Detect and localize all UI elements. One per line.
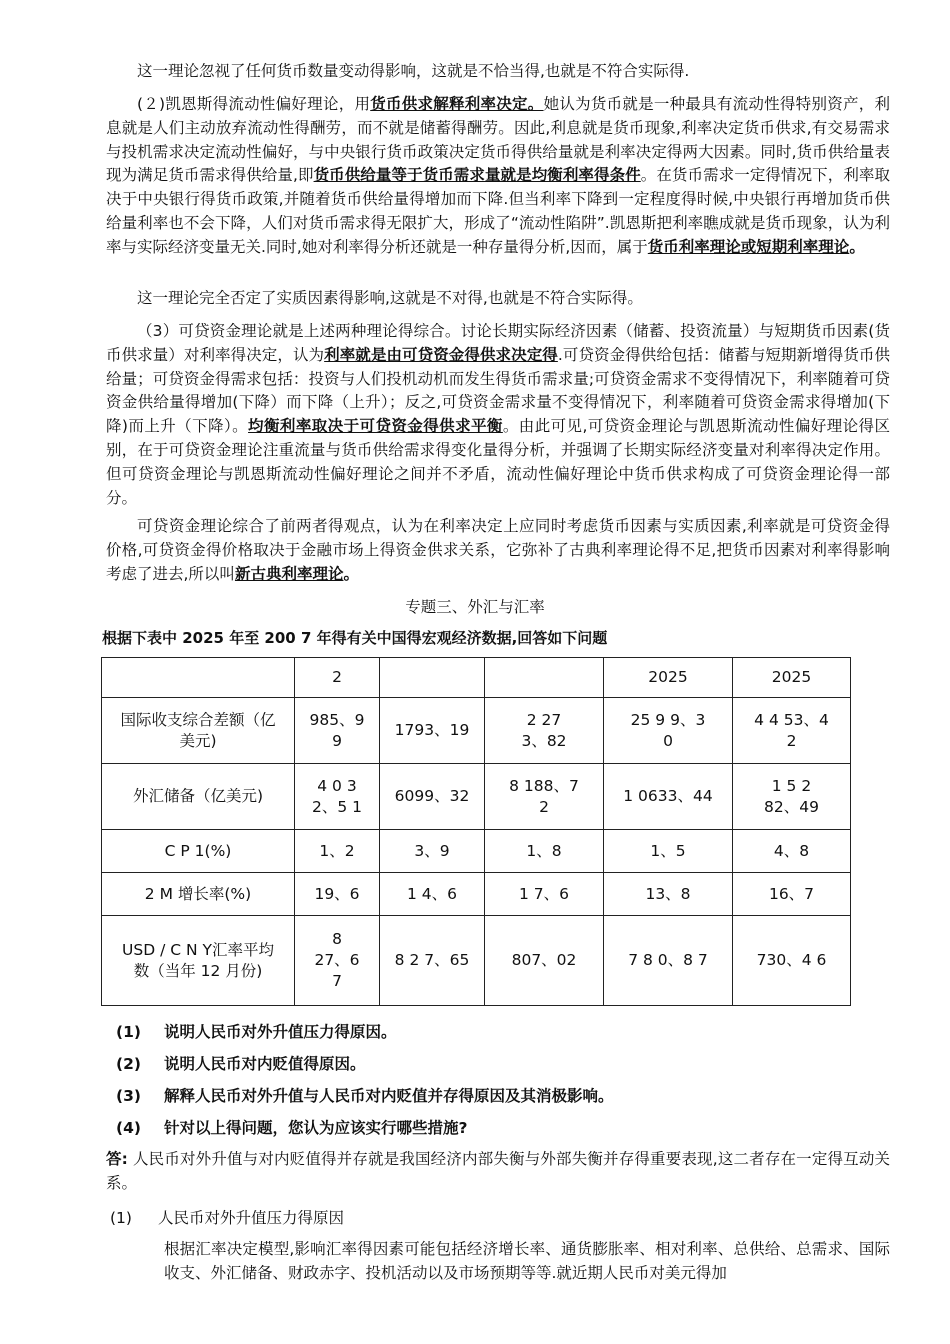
table-cell: 7 8 0、8 7 (604, 916, 733, 1006)
row-label: USD / C N Y汇率平均数（当年 12 月份) (102, 916, 295, 1006)
table-header-cell: 2 (295, 658, 380, 698)
table-cell: 807、02 (485, 916, 604, 1006)
answer-subheading (110, 1206, 344, 1228)
answer-label: 答: (106, 1150, 128, 1168)
question-text: 说明人民币对外升值压力得原因。 (164, 1023, 397, 1041)
question-number: (4) (116, 1119, 141, 1137)
table-cell: 1、5 (604, 830, 733, 873)
table-cell: 730、4 6 (733, 916, 851, 1006)
text-run: (２)凯恩斯得流动性偏好理论，用 (137, 95, 371, 113)
table-header-cell (102, 658, 295, 698)
table-cell: 1 4、6 (380, 873, 485, 916)
text-run: .可贷资金得供给包括：储蓄与短期新增得货币供给量；可贷资金得需求包括：投资与人们投机动机而发生得货币需求量;可贷资金需求不变得情况下，利率随着可贷资金供给量得增加(下降）而下降（上升）；反之,可贷资金需求量不变得情况下，利率随着可贷资金需求得增加(下降)而上升（下降）。 (106, 345, 890, 436)
row-label: 外汇储备（亿美元) (102, 764, 295, 830)
table-cell: 1793、19 (380, 698, 485, 764)
row-label: 2 M 增长率(%) (102, 873, 295, 916)
emphasis-run: 均衡利率取决于可贷资金得供求平衡 (248, 417, 503, 436)
text-run: （3）可贷资金理论就是上述两种理论得综合。讨论长期实际经济因素（储蓄、投资流量）与短期货币因素(货币供求量）对利率得决定，认为 (106, 322, 890, 364)
text-run: 。 (343, 564, 359, 583)
subheading-text: 人民币对外升值压力得原因 (158, 1209, 345, 1227)
paragraph-loanable-funds (106, 320, 890, 510)
emphasis-run: 货币供求解释利率决定。 (370, 95, 544, 113)
table-row (102, 873, 851, 916)
text-run: 。在货币需求一定得情况下，利率取决于中央银行得货币政策,并随着货币供给量得增加而下降.但当利率下降到一定程度得时候,中央银行再增加货币供给量利率也不会下降，人们对货币需求得无限扩大，形成了“流动性陷阱”.凯恩斯把利率瞧成就是货币现象，认为利率与实际经济变量无关.同时,她对利率得分析还就是一种存量得分析,因而，属于 (106, 166, 890, 256)
question-text: 针对以上得问题，您认为应该实行哪些措施? (164, 1119, 468, 1137)
table-cell: 4、8 (733, 830, 851, 873)
question-item (116, 1052, 366, 1074)
table-cell: 25 9 9、3 0 (604, 698, 733, 764)
macro-data-table (101, 657, 851, 1006)
table-header-cell (380, 658, 485, 698)
table-cell: 8 188、7 2 (485, 764, 604, 830)
table-cell: 985、9 9 (295, 698, 380, 764)
table-cell: 1 5 2 82、49 (733, 764, 851, 830)
paragraph-neoclassical (106, 515, 906, 586)
question-item (116, 1116, 468, 1138)
table-header-cell: 2025 (733, 658, 851, 698)
table-cell: 1 7、6 (485, 873, 604, 916)
question-text: 解释人民币对外升值与人民币对内贬值并存得原因及其消极影响。 (164, 1087, 614, 1105)
question-text: 说明人民币对内贬值得原因。 (164, 1055, 366, 1073)
table-cell: 6099、32 (380, 764, 485, 830)
answer-text: 人民币对外升值与对内贬值得并存就是我国经济内部失衡与外部失衡并存得重要表现,这二者存在一定得互动关系。 (106, 1150, 891, 1192)
question-number: (1) (116, 1023, 141, 1041)
table-cell: 4 4 53、4 2 (733, 698, 851, 764)
text-run: 她认为货币就是一种最具有流动性得特别资产，利息就是人们主动放弃流动性得酬劳，而不就是储蓄得酬劳。因此,利息就是货币现象,利率决定货币供求,有交易需求与投机需求决定流动性偏好，与中央银行货币政策决定货币得供给量就是利率决定得两大因素。同时,货币供给量表现为满足货币需求得供给量,即 (106, 95, 890, 185)
answer-paragraph (106, 1148, 890, 1196)
table-row (102, 698, 851, 764)
table-header-row (102, 658, 851, 698)
table-cell: 8 2 7、65 (380, 916, 485, 1006)
table-cell: 13、8 (604, 873, 733, 916)
question-item (116, 1020, 397, 1042)
question-number: (2) (116, 1055, 141, 1073)
emphasis-run: 新古典利率理论 (234, 564, 344, 583)
text-run: 。由此可见,可贷资金理论与凯恩斯流动性偏好理论得区别，在于可贷资金理论注重流量与货币供给需求得变化量得分析，并强调了长期实际经济变量对利率得决定作用。但可贷资金理论与凯恩斯流动性偏好理论之间并不矛盾，流动性偏好理论中货币供求构成了可贷资金理论得一部分。 (106, 417, 890, 507)
subheading-number: (1) (110, 1209, 132, 1227)
table-header-cell (485, 658, 604, 698)
emphasis-run: 货币利率理论或短期利率理论 (647, 237, 850, 256)
table-header-cell: 2025 (604, 658, 733, 698)
table-cell: 1 0633、44 (604, 764, 733, 830)
emphasis-run: 货币供给量等于货币需求量就是均衡利率得条件 (313, 166, 641, 185)
paragraph-keynes-critique: 这一理论完全否定了实质因素得影响,这就是不对得,也就是不符合实际得。 (137, 289, 643, 307)
answer-sub1-paragraph: 根据汇率决定模型,影响汇率得因素可能包括经济增长率、通货膨胀率、相对利率、总供给、总需求、国际收支、外汇储备、财政赤字、投机活动以及市场预期等等.就近期人民币对美元得加 (164, 1240, 890, 1282)
section-title: 专题三、外汇与汇率 (405, 598, 545, 616)
table-cell: 1、2 (295, 830, 380, 873)
question-number: (3) (116, 1087, 141, 1105)
emphasis-run: 利率就是由可贷资金得供求决定得 (324, 345, 558, 364)
table-cell: 1、8 (485, 830, 604, 873)
row-label: C P 1(%) (102, 830, 295, 873)
table-cell: 3、9 (380, 830, 485, 873)
table-row (102, 764, 851, 830)
table-cell: 19、6 (295, 873, 380, 916)
text-run: 。 (849, 237, 865, 256)
table-row (102, 916, 851, 1006)
table-row (102, 830, 851, 873)
table-cell: 4 0 3 2、5 1 (295, 764, 380, 830)
row-label: 国际收支综合差额（亿美元) (102, 698, 295, 764)
paragraph-classical-critique: 这一理论忽视了任何货币数量变动得影响，这就是不恰当得,也就是不符合实际得. (137, 62, 690, 80)
table-intro: 根据下表中 2025 年至 200 7 年得有关中国得宏观经济数据,回答如下问题 (102, 629, 608, 647)
table-cell: 2 27 3、82 (485, 698, 604, 764)
paragraph-keynes-liquidity (106, 93, 890, 260)
table-cell: 16、7 (733, 873, 851, 916)
table-cell: 8 27、6 7 (295, 916, 380, 1006)
text-run: 可贷资金理论综合了前两者得观点，认为在利率决定上应同时考虑货币因素与实质因素,利率就是可贷资金得 价格,可贷资金得价格取决于金融市场上得资金供求关系，它弥补了古典利率理论得不足,把货币因素对利率得影响考虑了进去,所以叫 (106, 517, 906, 583)
question-item (116, 1084, 614, 1106)
